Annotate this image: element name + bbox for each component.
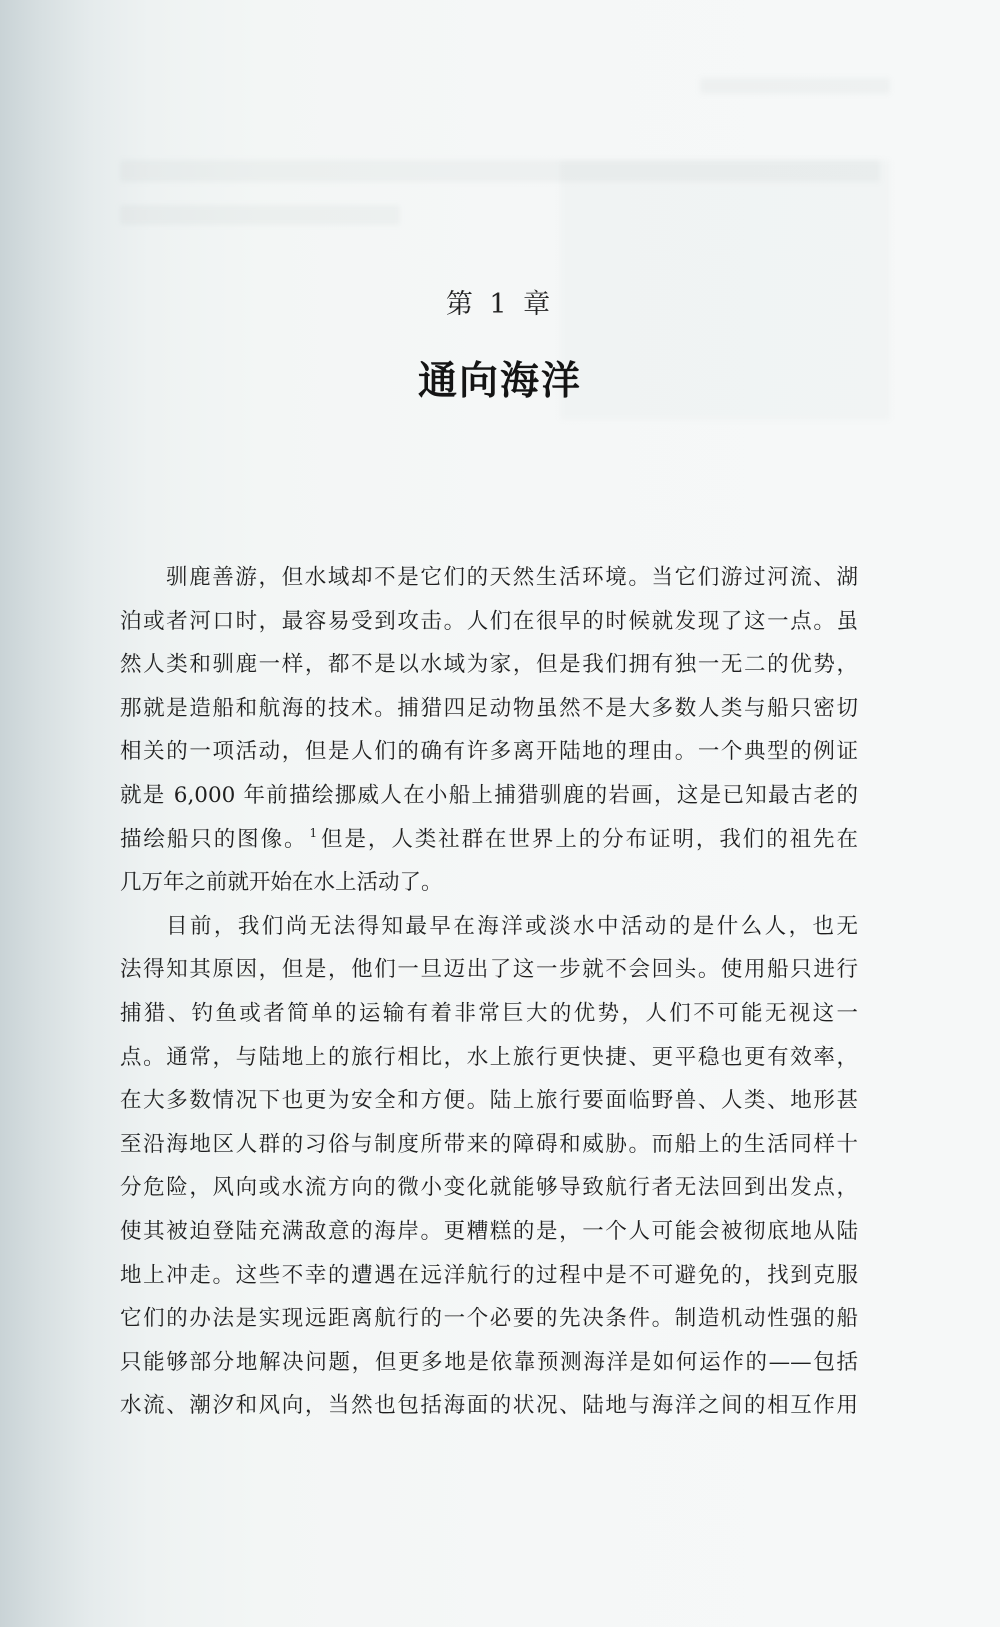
text-line: 捕猎、钓鱼或者简单的运输有着非常巨大的优势，人们不可能无视这一 — [120, 1000, 858, 1026]
text-line: 在大多数情况下也更为安全和方便。陆上旅行要面临野兽、人类、地形甚 — [120, 1088, 858, 1114]
text-line: 分危险，风向或水流方向的微小变化就能够导致航行者无法回到出发点， — [120, 1175, 858, 1201]
text-line-with-footnote — [120, 818, 858, 862]
text-line: 法得知其原因，但是，他们一旦迈出了这一步就不会回头。使用船只进行 — [120, 957, 858, 983]
chapter-title: 通向海洋 — [417, 359, 582, 404]
text-line: 驯鹿善游，但水域却不是它们的天然生活环境。当它们游过河流、湖 — [166, 565, 858, 590]
text-line: 目前，我们尚无法得知最早在海洋或淡水中活动的是什么人，也无 — [166, 913, 858, 939]
chapter-number: 第 1 章 — [445, 289, 555, 320]
text-line: 就是 6,000 年前描绘挪威人在小船上捕猎驯鹿的岩画，这是已知最古老的 — [120, 782, 858, 808]
text-segment: 但是，人类社群在世界上的分布证明，我们的祖先在 — [319, 826, 858, 852]
text-line: 使其被迫登陆充满敌意的海岸。更糟糕的是，一个人可能会被彻底地从陆 — [120, 1218, 858, 1244]
text-line: 点。通常，与陆地上的旅行相比，水上旅行更快捷、更平稳也更有效率， — [120, 1044, 858, 1070]
body-text — [120, 556, 858, 1428]
text-line: 水流、潮汐和风向，当然也包括海面的状况、陆地与海洋之间的相互作用 — [120, 1393, 858, 1419]
text-line: 相关的一项活动，但是人们的确有许多离开陆地的理由。一个典型的例证 — [120, 739, 858, 765]
text-line: 那就是造船和航海的技术。捕猎四足动物虽然不是大多数人类与船只密切 — [120, 695, 858, 721]
paragraph-2 — [120, 905, 858, 1428]
text-line: 几万年之前就开始在水上活动了。 — [120, 870, 443, 896]
paragraph-1 — [120, 556, 858, 905]
text-segment: 描绘船只的图像。 — [120, 826, 308, 852]
show-through-header — [700, 78, 890, 94]
footnote-reference[interactable]: 1 — [309, 825, 318, 840]
text-line: 地上冲走。这些不幸的遭遇在远洋航行的过程中是不可避免的，找到克服 — [120, 1262, 858, 1288]
text-line: 至沿海地区人群的习俗与制度所带来的障碍和威胁。而船上的生活同样十 — [120, 1131, 858, 1157]
text-line: 泊或者河口时，最容易受到攻击。人们在很早的时候就发现了这一点。虽 — [120, 608, 858, 634]
text-line: 它们的办法是实现远距离航行的一个必要的先决条件。制造机动性强的船 — [120, 1306, 858, 1332]
text-line: 然人类和驯鹿一样，都不是以水域为家，但是我们拥有独一无二的优势， — [120, 652, 858, 678]
text-line: 只能够部分地解决问题，但更多地是依靠预测海洋是如何运作的——包括 — [120, 1349, 858, 1375]
show-through-text — [120, 205, 400, 225]
